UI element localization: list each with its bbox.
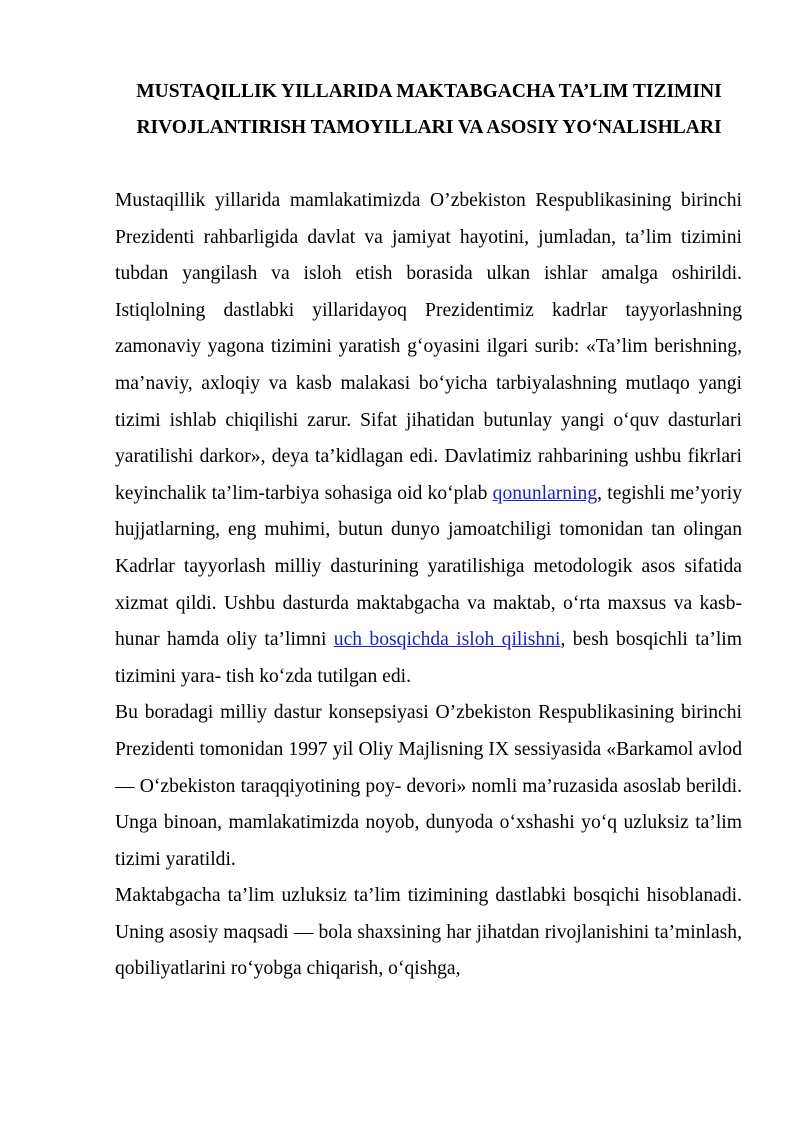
paragraph-1-text-end: , besh bosqichli ta’lim tizimini yara- tish ko‘zda tutilgan edi. bbox=[115, 629, 742, 687]
document-body bbox=[115, 183, 742, 988]
paragraph-1-text-start: Mustaqillik yillarida mamlakatimizda O’zbekiston Respublikasining birinchi Prezidenti rahbarligida davlat va jamiyat hayotini, jumladan, ta’lim tizimini tubdan yangilash va isloh etish borasida ulkan ishlar amalga oshirildi. Istiqlolning dastlabki yillaridayoq Prezidentimiz kadrlar tayyorlashning zamonaviy yagona tizimini yaratish g‘oyasini ilgari surib: «Ta’lim berishning, ma’naviy, axloqiy va kasb malakasi bo‘yicha tarbiyalashning mutlaqo yangi tizimi ishlab chiqilishi zarur. Sifat jihatidan butunlay yangi o‘quv dasturlari yaratilishi darkor», deya ta’kidlagan edi. Davlatimiz rahbarining ushbu fikrlari keyinchalik ta’lim-tarbiya sohasiga oid ko‘plab bbox=[115, 190, 742, 504]
qonunlarning-link[interactable]: qonunlarning bbox=[492, 482, 598, 504]
uch-bosqichda-isloh-qilishni-link[interactable]: uch bosqichda isloh qilishni bbox=[333, 629, 561, 651]
paragraph-3: Maktabgacha ta’lim uzluksiz ta’lim tizimining dastlabki bosqichi hisoblanadi. Uning asosiy maqsadi — bola shaxsining har jihatdan rivojlanishini ta’minlash, qobiliyatlarini ro‘yobga chiqarish, o‘qishga, bbox=[115, 885, 742, 980]
paragraph-1 bbox=[115, 183, 742, 695]
paragraph-1-text-middle: , tegishli me’yoriy hujjatlarning, eng muhimi, butun dunyo jamoatchiligi tomonidan tan olingan Kadrlar tayyorlash milliy dasturining yaratilishiga metodologik asos sifatida xizmat qildi. Ushbu dasturda maktabgacha va maktab, o‘rta maxsus va kasb-hunar hamda oliy ta’limni bbox=[115, 482, 742, 651]
paragraph-2: Bu boradagi milliy dastur konsepsiyasi O’zbekiston Respublikasining birinchi Prezidenti tomonidan 1997 yil Oliy Majlisning IX sessiyasida «Barkamol avlod — O‘zbekiston taraqqiyotining poy- devori» nomli ma’ruzasida asoslab berildi. Unga binoan, mamlakatimizda noyob, dunyoda o‘xshashi yo‘q uzluksiz ta’lim tizimi yaratildi. bbox=[115, 702, 742, 870]
document-title: MUSTAQILLIK YILLARIDA MAKTABGACHA TA’LIM TIZIMINI RIVOJLANTIRISH TAMOYILLARI VA ASOSIY YO‘NALISHLARI bbox=[136, 81, 722, 138]
